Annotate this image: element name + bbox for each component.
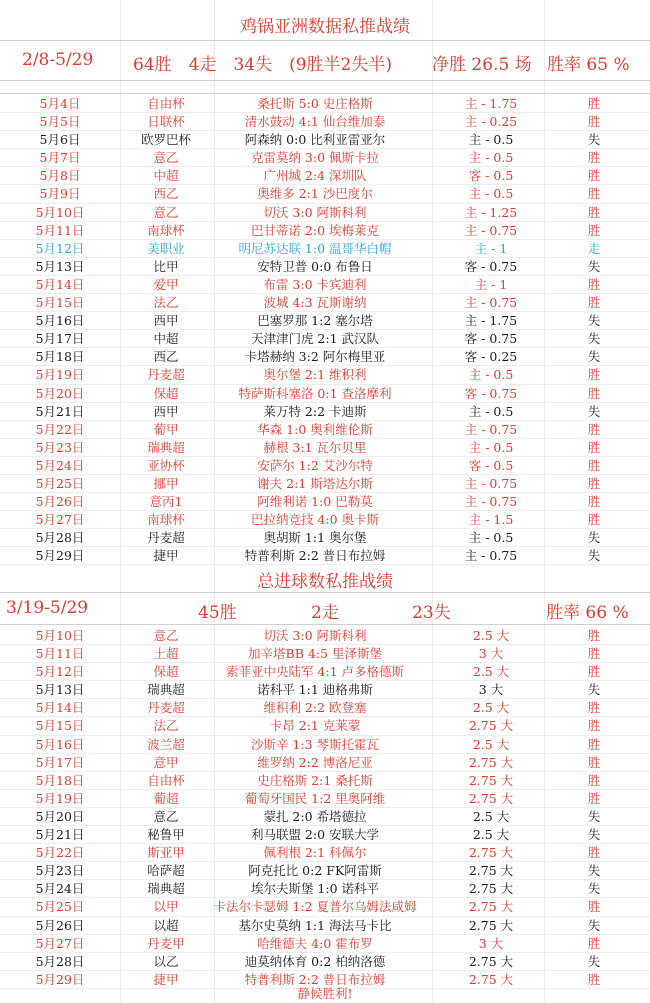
table-row xyxy=(0,790,650,808)
table-row xyxy=(0,385,650,403)
row-odds: 2.75 大 xyxy=(468,971,514,987)
row-match: 哈维德夫 4:0 霍布罗 xyxy=(257,935,373,951)
row-result: 胜 xyxy=(587,114,601,130)
section1-date-range: 2/8-5/29 xyxy=(22,50,94,70)
row-match: 安萨尔 1:2 艾沙尔特 xyxy=(257,457,373,473)
row-result: 失 xyxy=(587,548,601,564)
row-result: 胜 xyxy=(587,457,601,473)
row-date: 5月15日 xyxy=(35,295,85,311)
row-league: 南球杯 xyxy=(147,222,185,238)
row-result: 胜 xyxy=(587,845,601,861)
row-match: 阿维利诺 1:0 巴勒莫 xyxy=(257,494,373,510)
footer-text: 静候胜利! xyxy=(297,986,353,1001)
section2-table xyxy=(0,627,650,989)
row-match: 克雷莫纳 3:0 佩斯卡拉 xyxy=(250,150,380,166)
section1-summary xyxy=(0,50,650,80)
row-result: 失 xyxy=(587,132,601,148)
row-result: 失 xyxy=(587,349,601,365)
row-result: 胜 xyxy=(587,971,601,987)
row-odds: 主 - 0.5 xyxy=(468,186,514,202)
table-row xyxy=(0,645,650,663)
row-odds: 2.5 大 xyxy=(472,827,510,843)
divider xyxy=(0,592,650,593)
table-row xyxy=(0,276,650,294)
row-result: 失 xyxy=(587,881,601,897)
row-match: 索菲亚中央陆军 4:1 卢多格德斯 xyxy=(225,664,405,680)
row-odds: 主 - 0.5 xyxy=(468,530,514,546)
row-odds: 客 - 0.75 xyxy=(464,331,518,347)
row-odds: 2.75 大 xyxy=(468,790,514,806)
row-date: 5月25日 xyxy=(35,475,85,491)
row-date: 5月11日 xyxy=(35,646,85,662)
row-result: 失 xyxy=(587,682,601,698)
row-result: 胜 xyxy=(587,646,601,662)
divider xyxy=(0,40,650,41)
row-date: 5月13日 xyxy=(35,258,85,274)
row-date: 5月28日 xyxy=(35,953,85,969)
row-match: 迪莫纳体育 0:2 柏纳洛德 xyxy=(244,953,386,969)
row-odds: 3 大 xyxy=(478,682,504,698)
row-result: 失 xyxy=(587,313,601,329)
row-date: 5月10日 xyxy=(35,204,85,220)
row-odds: 主 - 0.5 xyxy=(468,439,514,455)
row-league: 比甲 xyxy=(153,258,179,274)
row-league: 以甲 xyxy=(153,899,179,915)
row-league: 南球杯 xyxy=(147,512,185,528)
row-league: 保超 xyxy=(153,664,179,680)
row-odds: 主 - 0.75 xyxy=(464,494,518,510)
row-date: 5月16日 xyxy=(35,736,85,752)
row-result: 胜 xyxy=(587,475,601,491)
section2-date-range: 3/19-5/29 xyxy=(6,598,89,618)
row-match: 奥胡斯 1:1 奥尔堡 xyxy=(263,530,367,546)
row-result: 胜 xyxy=(587,439,601,455)
row-date: 5月18日 xyxy=(35,349,85,365)
row-date: 5月24日 xyxy=(35,457,85,473)
row-league: 以超 xyxy=(153,917,179,933)
row-odds: 主 - 1.5 xyxy=(468,512,514,528)
row-league: 欧罗巴杯 xyxy=(140,132,191,148)
section2-title: 总进球数私推战绩 xyxy=(257,572,393,592)
row-date: 5月25日 xyxy=(35,899,85,915)
row-date: 5月10日 xyxy=(35,628,85,643)
row-result: 胜 xyxy=(587,222,601,238)
row-date: 5月8日 xyxy=(39,168,81,184)
row-match: 诺科平 1:1 迪格弗斯 xyxy=(257,682,373,698)
row-result: 胜 xyxy=(587,421,601,437)
row-date: 5月5日 xyxy=(39,114,81,130)
row-match: 蒙扎 2:0 希塔德拉 xyxy=(263,808,367,824)
row-result: 胜 xyxy=(587,512,601,528)
row-match: 明尼苏达联 1:0 温哥华白帽 xyxy=(238,240,392,256)
row-match: 阿克托比 0:2 FK阿雷斯 xyxy=(248,863,382,879)
row-match: 波城 4:3 瓦斯谢纳 xyxy=(263,295,367,311)
row-match: 安特卫普 0:0 布鲁日 xyxy=(257,258,373,274)
section1-table xyxy=(0,95,650,565)
row-result: 胜 xyxy=(587,700,601,716)
row-league: 法乙 xyxy=(153,295,179,311)
row-date: 5月12日 xyxy=(35,664,85,680)
row-result: 胜 xyxy=(587,150,601,166)
row-result: 胜 xyxy=(587,168,601,184)
row-odds: 主 - 0.5 xyxy=(468,403,514,419)
row-date: 5月19日 xyxy=(35,367,85,383)
table-row xyxy=(0,826,650,844)
divider xyxy=(0,80,650,81)
row-match: 葡萄牙国民 1:2 里奥阿维 xyxy=(244,790,386,806)
table-row xyxy=(0,935,650,953)
row-odds: 主 - 0.75 xyxy=(464,421,518,437)
row-result: 胜 xyxy=(587,204,601,220)
section1-net: 净胜 26.5 场 xyxy=(432,55,532,75)
row-result: 失 xyxy=(587,827,601,843)
table-row xyxy=(0,862,650,880)
table-row xyxy=(0,754,650,772)
row-result: 胜 xyxy=(587,628,601,643)
row-league: 波兰超 xyxy=(147,736,185,752)
section1-rate: 胜率 65 % xyxy=(547,55,630,75)
row-result: 走 xyxy=(587,240,601,256)
row-odds: 主 - 0.25 xyxy=(464,114,518,130)
row-odds: 主 - 0.75 xyxy=(464,295,518,311)
row-league: 美职业 xyxy=(147,240,185,256)
row-league: 葡甲 xyxy=(153,421,179,437)
row-league: 丹麦超 xyxy=(147,530,185,546)
row-match: 广州城 2:4 深圳队 xyxy=(263,168,367,184)
table-row xyxy=(0,366,650,384)
row-odds: 主 - 1.75 xyxy=(464,96,518,111)
row-result: 胜 xyxy=(587,385,601,401)
row-result: 胜 xyxy=(587,96,601,111)
divider xyxy=(0,624,650,625)
table-row xyxy=(0,421,650,439)
row-odds: 2.75 大 xyxy=(468,845,514,861)
row-odds: 主 - 0.75 xyxy=(464,548,518,564)
row-match: 布雷 3:0 卡宾迪利 xyxy=(263,276,367,292)
row-result: 胜 xyxy=(587,367,601,383)
row-result: 失 xyxy=(587,258,601,274)
row-odds: 2.5 大 xyxy=(472,628,510,643)
row-odds: 主 - 0.5 xyxy=(468,367,514,383)
row-date: 5月16日 xyxy=(35,313,85,329)
row-date: 5月26日 xyxy=(35,494,85,510)
row-result: 胜 xyxy=(587,664,601,680)
row-odds: 客 - 0.5 xyxy=(468,457,514,473)
row-match: 特普利斯 2:2 普日布拉姆 xyxy=(244,971,386,987)
row-result: 胜 xyxy=(587,772,601,788)
row-match: 奥维多 2:1 沙巴度尔 xyxy=(257,186,373,202)
row-match: 沙斯辛 1:3 琴斯托霍瓦 xyxy=(250,736,380,752)
row-league: 亚协杯 xyxy=(147,457,185,473)
row-league: 中超 xyxy=(153,168,179,184)
row-match: 阿森纳 0:0 比利亚雷亚尔 xyxy=(244,132,386,148)
row-league: 西甲 xyxy=(153,403,179,419)
row-match: 莱万特 2:2 卡迪斯 xyxy=(263,403,367,419)
table-row xyxy=(0,627,650,645)
row-league: 意乙 xyxy=(153,204,179,220)
row-date: 5月7日 xyxy=(39,150,81,166)
row-match: 埃尔夫斯堡 1:0 诺科平 xyxy=(250,881,380,897)
row-match: 赫根 3:1 瓦尔贝里 xyxy=(263,439,367,455)
table-row xyxy=(0,457,650,475)
row-result: 胜 xyxy=(587,276,601,292)
row-date: 5月17日 xyxy=(35,754,85,770)
table-row xyxy=(0,439,650,457)
row-league: 爱甲 xyxy=(153,276,179,292)
row-odds: 主 - 1 xyxy=(474,276,508,292)
row-result: 胜 xyxy=(587,494,601,510)
row-league: 捷甲 xyxy=(153,548,179,564)
row-odds: 2.75 大 xyxy=(468,881,514,897)
row-league: 意甲 xyxy=(153,754,179,770)
row-match: 奥尔堡 2:1 维积利 xyxy=(263,367,367,383)
row-match: 卡昂 2:1 克莱蒙 xyxy=(269,718,361,734)
table-row xyxy=(0,953,650,971)
row-result: 胜 xyxy=(587,295,601,311)
row-date: 5月14日 xyxy=(35,276,85,292)
table-row xyxy=(0,493,650,511)
row-result: 失 xyxy=(587,808,601,824)
row-league: 斯亚甲 xyxy=(147,845,185,861)
row-odds: 2.75 大 xyxy=(468,754,514,770)
row-date: 5月11日 xyxy=(35,222,85,238)
row-result: 失 xyxy=(587,530,601,546)
row-league: 自由杯 xyxy=(147,772,185,788)
row-match: 桑托斯 5:0 史庄格斯 xyxy=(257,96,373,111)
row-odds: 客 - 0.75 xyxy=(464,258,518,274)
table-row xyxy=(0,131,650,149)
row-odds: 2.75 大 xyxy=(468,899,514,915)
table-row xyxy=(0,808,650,826)
table-row xyxy=(0,185,650,203)
row-odds: 2.5 大 xyxy=(472,700,510,716)
row-league: 哈萨超 xyxy=(147,863,185,879)
table-row xyxy=(0,312,650,330)
table-row xyxy=(0,348,650,366)
table-row xyxy=(0,222,650,240)
row-league: 意乙 xyxy=(153,808,179,824)
row-match: 谢夫 2:1 斯塔达尔斯 xyxy=(257,475,373,491)
row-match: 特萨斯科塞洛 0:1 查洛摩利 xyxy=(238,385,392,401)
row-league: 日联杯 xyxy=(147,114,185,130)
table-row xyxy=(0,880,650,898)
section2-draws: 2走 xyxy=(311,603,339,623)
row-match: 清水鼓动 4:1 仙台维加泰 xyxy=(244,114,386,130)
row-date: 5月15日 xyxy=(35,718,85,734)
row-odds: 2.5 大 xyxy=(472,664,510,680)
table-row xyxy=(0,403,650,421)
row-odds: 2.75 大 xyxy=(468,863,514,879)
row-league: 西乙 xyxy=(153,186,179,202)
section1-record: 64胜 4走 34失 (9胜半2失半) xyxy=(133,55,392,75)
row-league: 葡超 xyxy=(153,790,179,806)
row-match: 卡塔赫纳 3:2 阿尔梅里亚 xyxy=(244,349,386,365)
section2-wins: 45胜 xyxy=(198,603,237,623)
row-league: 瑞典超 xyxy=(147,682,185,698)
table-row xyxy=(0,917,650,935)
table-row xyxy=(0,330,650,348)
row-match: 基尔史莫纳 1:1 海法马卡比 xyxy=(238,917,392,933)
row-date: 5月29日 xyxy=(35,548,85,564)
row-result: 失 xyxy=(587,403,601,419)
row-match: 切沃 3:0 阿斯科利 xyxy=(263,628,367,643)
row-result: 胜 xyxy=(587,899,601,915)
row-odds: 2.75 大 xyxy=(468,718,514,734)
row-date: 5月13日 xyxy=(35,682,85,698)
table-row xyxy=(0,258,650,276)
section2-losses: 23失 xyxy=(412,603,451,623)
table-row xyxy=(0,736,650,754)
row-date: 5月6日 xyxy=(39,132,81,148)
row-odds: 主 - 0.75 xyxy=(464,222,518,238)
row-date: 5月26日 xyxy=(35,917,85,933)
row-result: 胜 xyxy=(587,736,601,752)
row-result: 失 xyxy=(587,863,601,879)
table-row xyxy=(0,204,650,222)
row-match: 加辛塔BB 4:5 里泽斯堡 xyxy=(248,646,382,662)
row-date: 5月20日 xyxy=(35,808,85,824)
row-date: 5月24日 xyxy=(35,881,85,897)
row-league: 西甲 xyxy=(153,313,179,329)
row-result: 失 xyxy=(587,331,601,347)
table-row xyxy=(0,167,650,185)
row-result: 胜 xyxy=(587,754,601,770)
row-league: 丹麦甲 xyxy=(147,935,185,951)
row-match: 史庄格斯 2:1 桑托斯 xyxy=(257,772,373,788)
row-date: 5月28日 xyxy=(35,530,85,546)
row-match: 切沃 3:0 阿斯科利 xyxy=(263,204,367,220)
row-match: 巴拉纳竞技 4:0 奥卡斯 xyxy=(250,512,380,528)
row-result: 失 xyxy=(587,917,601,933)
table-row xyxy=(0,475,650,493)
row-date: 5月27日 xyxy=(35,935,85,951)
section1-title: 鸡锅亚洲数据私推战绩 xyxy=(240,17,410,37)
row-date: 5月23日 xyxy=(35,439,85,455)
row-odds: 3 大 xyxy=(478,935,504,951)
table-row xyxy=(0,717,650,735)
row-odds: 客 - 0.5 xyxy=(468,168,514,184)
row-match: 巴甘蒂诺 2:0 埃梅莱克 xyxy=(250,222,380,238)
row-league: 丹麦超 xyxy=(147,367,185,383)
row-league: 意乙 xyxy=(153,150,179,166)
row-result: 失 xyxy=(587,953,601,969)
row-odds: 2.75 大 xyxy=(468,772,514,788)
row-odds: 3 大 xyxy=(478,646,504,662)
row-odds: 主 - 1 xyxy=(474,240,508,256)
row-odds: 2.5 大 xyxy=(472,808,510,824)
row-odds: 主 - 1.75 xyxy=(464,313,518,329)
row-match: 天津津门虎 2:1 武汉队 xyxy=(250,331,380,347)
row-league: 自由杯 xyxy=(147,96,185,111)
section2-rate: 胜率 66 % xyxy=(546,603,629,623)
row-date: 5月17日 xyxy=(35,331,85,347)
row-date: 5月19日 xyxy=(35,790,85,806)
row-date: 5月22日 xyxy=(35,845,85,861)
row-odds: 主 - 0.5 xyxy=(468,132,514,148)
row-result: 胜 xyxy=(587,186,601,202)
row-match: 特普利斯 2:2 普日布拉姆 xyxy=(244,548,386,564)
row-date: 5月29日 xyxy=(35,971,85,987)
row-date: 5月4日 xyxy=(39,96,81,111)
row-match: 维积利 2:2 欧登塞 xyxy=(263,700,367,716)
table-row xyxy=(0,898,650,916)
row-league: 秘鲁甲 xyxy=(147,827,185,843)
row-league: 中超 xyxy=(153,331,179,347)
row-league: 挪甲 xyxy=(153,475,179,491)
row-result: 胜 xyxy=(587,790,601,806)
row-league: 瑞典超 xyxy=(147,881,185,897)
row-result: 胜 xyxy=(587,718,601,734)
row-odds: 2.5 大 xyxy=(472,736,510,752)
row-match: 维罗纳 2:2 博洛尼亚 xyxy=(257,754,373,770)
row-match: 华森 1:0 奥利维伦斯 xyxy=(257,421,373,437)
row-odds: 客 - 0.75 xyxy=(464,385,518,401)
row-odds: 2.75 大 xyxy=(468,917,514,933)
row-date: 5月12日 xyxy=(35,240,85,256)
row-league: 西乙 xyxy=(153,349,179,365)
row-odds: 2.75 大 xyxy=(468,953,514,969)
table-row xyxy=(0,663,650,681)
row-odds: 客 - 0.25 xyxy=(464,349,518,365)
row-match: 巴塞罗那 1:2 塞尔塔 xyxy=(257,313,373,329)
row-match: 利马联盟 2:0 安联大学 xyxy=(250,827,380,843)
row-odds: 主 - 0.75 xyxy=(464,475,518,491)
row-league: 土超 xyxy=(153,646,179,662)
table-row xyxy=(0,699,650,717)
table-row xyxy=(0,95,650,113)
table-row xyxy=(0,772,650,790)
row-odds: 主 - 1.25 xyxy=(464,204,518,220)
row-league: 法乙 xyxy=(153,718,179,734)
divider xyxy=(0,93,650,94)
table-row xyxy=(0,681,650,699)
row-date: 5月14日 xyxy=(35,700,85,716)
table-row xyxy=(0,149,650,167)
table-row xyxy=(0,511,650,529)
row-date: 5月21日 xyxy=(35,827,85,843)
row-match: 佩利根 2:1 科佩尔 xyxy=(263,845,367,861)
row-match: 卡法尔卡瑟姆 1:2 夏普尔乌姆法咸姆 xyxy=(213,899,417,915)
row-odds: 主 - 0.5 xyxy=(468,150,514,166)
row-date: 5月27日 xyxy=(35,512,85,528)
row-date: 5月9日 xyxy=(39,186,81,202)
row-league: 意乙 xyxy=(153,628,179,643)
row-date: 5月22日 xyxy=(35,421,85,437)
row-date: 5月21日 xyxy=(35,403,85,419)
row-result: 胜 xyxy=(587,935,601,951)
row-league: 丹麦超 xyxy=(147,700,185,716)
row-league: 以乙 xyxy=(153,953,179,969)
row-date: 5月23日 xyxy=(35,863,85,879)
row-league: 意丙1 xyxy=(149,494,183,510)
table-row xyxy=(0,547,650,565)
row-date: 5月18日 xyxy=(35,772,85,788)
row-league: 保超 xyxy=(153,385,179,401)
table-row xyxy=(0,844,650,862)
table-row xyxy=(0,294,650,312)
table-row xyxy=(0,529,650,547)
table-row xyxy=(0,113,650,131)
row-date: 5月20日 xyxy=(35,385,85,401)
row-league: 瑞典超 xyxy=(147,439,185,455)
table-row xyxy=(0,240,650,258)
row-league: 捷甲 xyxy=(153,971,179,987)
